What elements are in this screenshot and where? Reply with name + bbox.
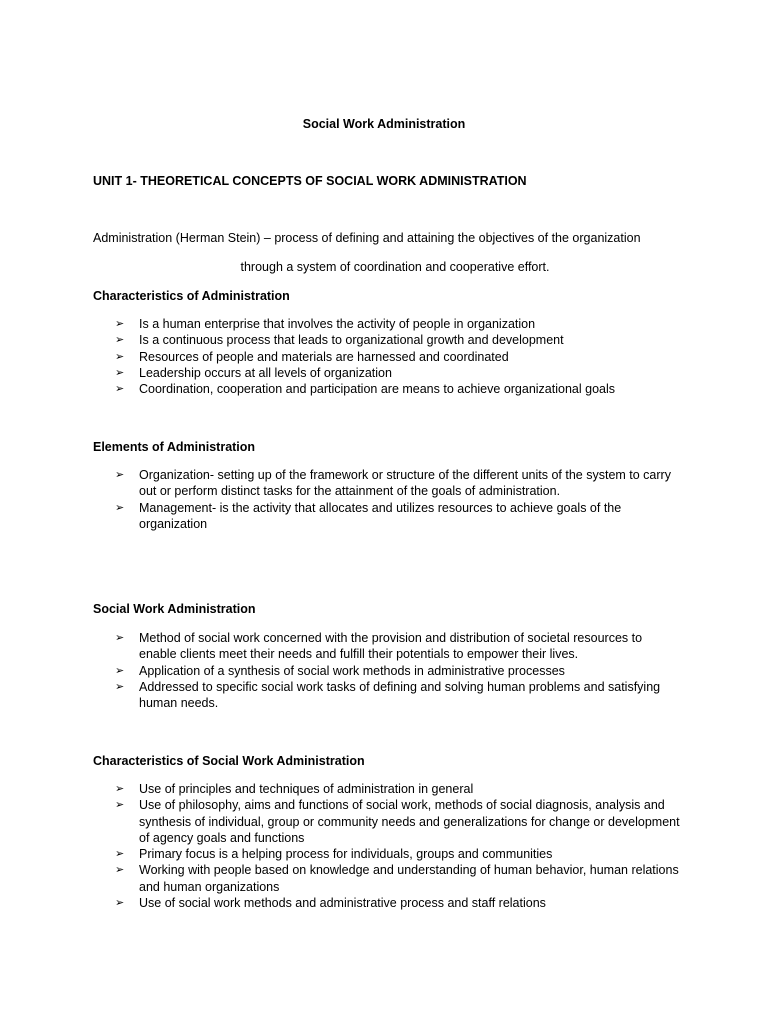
arrow-bullet-icon: ➢ [115,350,125,363]
arrow-bullet-icon: ➢ [115,680,125,693]
bullet-list-characteristics-of-administration [115,316,680,397]
list-item [115,895,680,911]
bullet-list-characteristics-of-social-work-administration [115,781,680,911]
arrow-bullet-icon: ➢ [115,897,125,910]
arrow-bullet-icon: ➢ [115,383,125,396]
section-heading-characteristics-of-administration: Characteristics of Administration [93,289,290,303]
list-item-text: Coordination, cooperation and participation are means to achieve organizational goals [139,382,616,397]
list-item-text: Is a human enterprise that involves the activity of people in organization [139,317,536,331]
list-item-text: Resources of people and materials are harnessed and coordinated [139,349,509,364]
list-item [115,467,680,500]
list-item [115,679,680,712]
list-item [115,797,680,846]
section-heading-elements-of-administration: Elements of Administration [93,440,256,454]
list-item-text: Is a continuous process that leads to organizational growth and development [139,333,564,348]
list-item-text: Use of philosophy, aims and functions of social work, methods of social diagnosis, analysis and synthesis of individual, group or community needs and generalizations for change or development of agency goals and functions [139,798,680,845]
list-item-text: Use of principles and techniques of administration in general [139,782,474,796]
unit-heading: UNIT 1- THEORETICAL CONCEPTS OF SOCIAL WORK ADMINISTRATION [93,174,527,188]
list-item [115,349,680,365]
list-item-text: Primary focus is a helping process for individuals, groups and communities [139,847,553,862]
arrow-bullet-icon: ➢ [115,783,125,795]
list-item-text: Management- is the activity that allocates and utilizes resources to achieve goals of the organization [139,500,622,531]
list-item-text: Leadership occurs at all levels of organization [139,365,392,380]
list-item [115,846,680,862]
list-item-text: Use of social work methods and administrative process and staff relations [139,896,546,911]
definition-line-2: through a system of coordination and cooperative effort. [240,260,550,274]
arrow-bullet-icon: ➢ [115,318,125,330]
bullet-list-social-work-administration [115,630,680,711]
arrow-bullet-icon: ➢ [115,334,125,347]
list-item [115,663,680,679]
list-item-text: Organization- setting up of the framework or structure of the different units of the system to carry out or perform distinct tasks for the attainment of the goals of administration. [139,468,671,499]
definition-line-1: Administration (Herman Stein) – process of defining and attaining the objectives of the organization [93,231,641,245]
list-item [115,630,680,663]
document-title: Social Work Administration [302,117,466,131]
list-item-text: Application of a synthesis of social work methods in administrative processes [139,663,565,678]
list-item [115,332,680,348]
section-heading-social-work-administration: Social Work Administration [93,602,256,616]
arrow-bullet-icon: ➢ [115,664,125,677]
list-item [115,500,680,533]
list-item [115,862,680,895]
list-item-text: Addressed to specific social work tasks of defining and solving human problems and satisfying human needs. [139,679,661,711]
arrow-bullet-icon: ➢ [115,632,125,644]
arrow-bullet-icon: ➢ [115,848,125,861]
arrow-bullet-icon: ➢ [115,501,125,514]
bullet-list-elements-of-administration [115,467,680,532]
arrow-bullet-icon: ➢ [115,864,125,877]
arrow-bullet-icon: ➢ [115,799,125,812]
list-item-text: Working with people based on knowledge and understanding of human behavior, human relations and human organizations [139,863,679,894]
section-heading-characteristics-of-social-work-administration: Characteristics of Social Work Administration [93,754,365,768]
list-item-text: Method of social work concerned with the provision and distribution of societal resources to enable clients meet their needs and fulfill their potentials to empower their lives. [139,631,643,662]
list-item [115,365,680,381]
list-item [115,781,680,797]
list-item [115,316,680,332]
list-item [115,381,680,397]
arrow-bullet-icon: ➢ [115,469,125,481]
arrow-bullet-icon: ➢ [115,366,125,379]
